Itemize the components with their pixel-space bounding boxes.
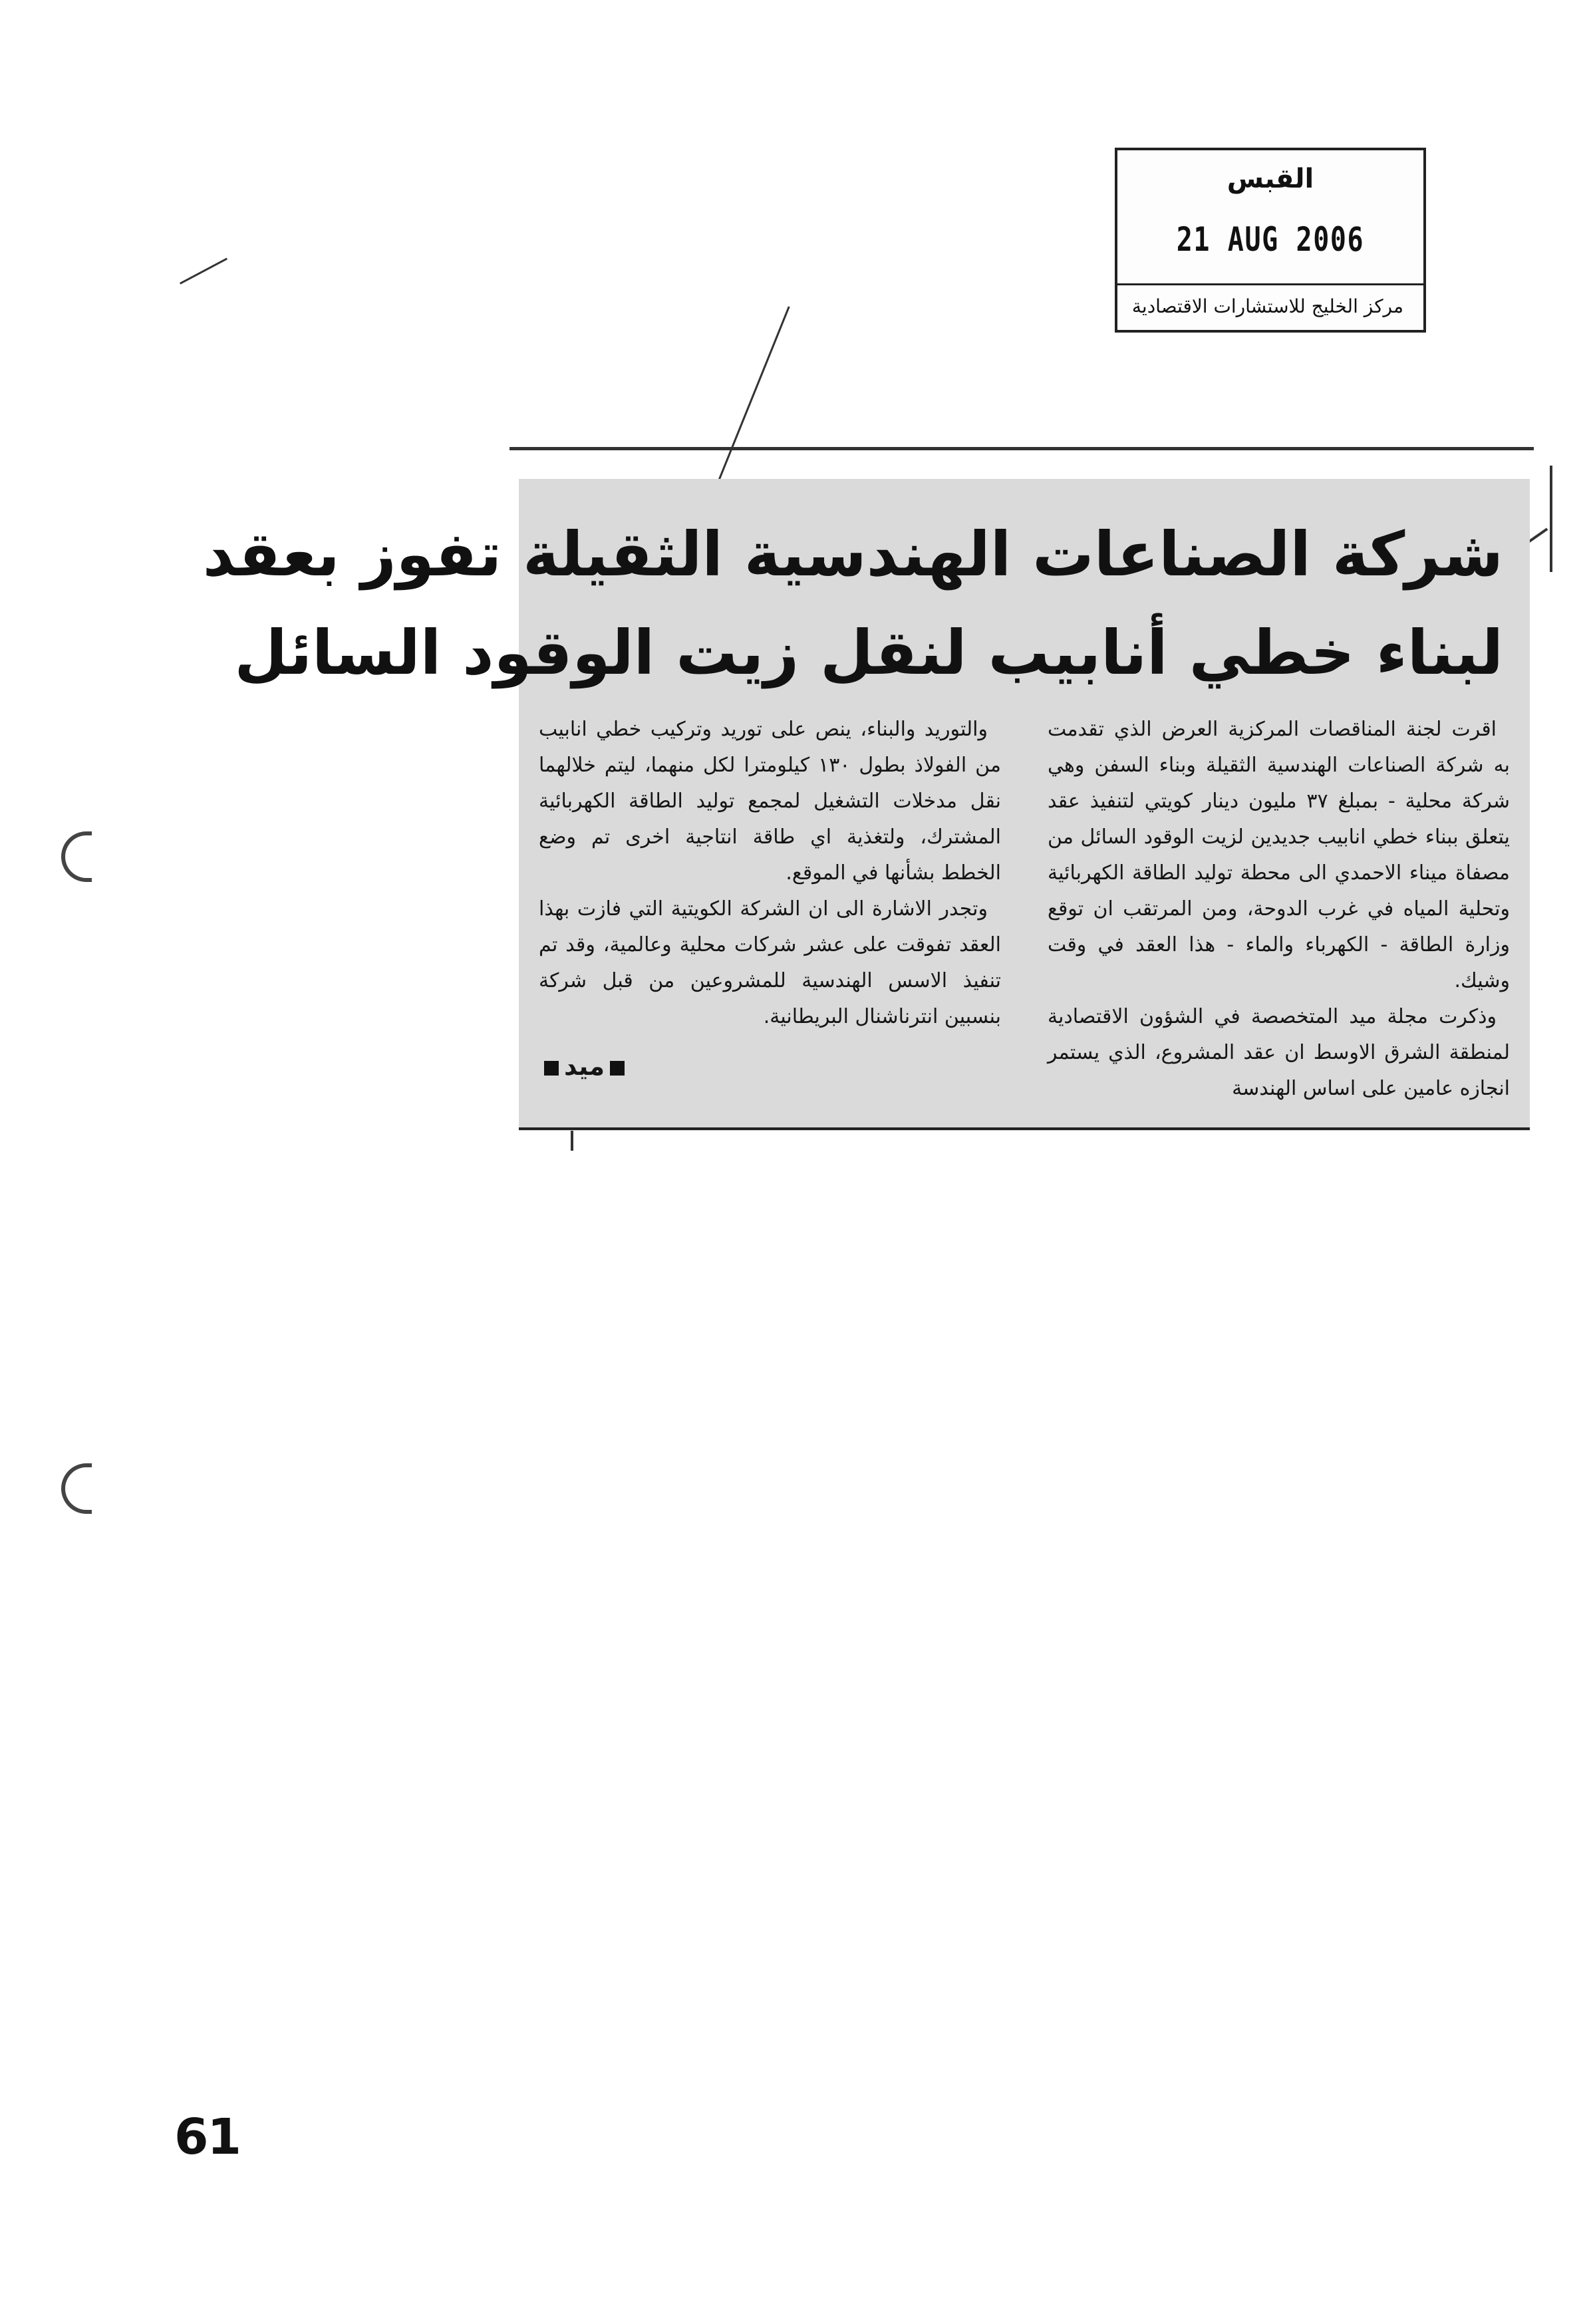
binder-hole-mark (61, 831, 92, 882)
pen-mark-right-check (1550, 466, 1552, 572)
binder-hole-mark (61, 1463, 92, 1514)
article-body (539, 712, 1510, 1107)
paragraph: وذكرت مجلة ميد المتخصصة في الشؤون الاقتصادية لمنطقة الشرق الاوسط ان عقد المشروع، الذي يستمر انجازه عامين على اساس الهندسة (1048, 1005, 1510, 1100)
signature-text: ميد (564, 1052, 605, 1081)
date-stamp (1115, 148, 1426, 333)
pen-mark-diagonal (718, 306, 790, 480)
newspaper-clipping (202, 479, 1530, 1131)
square-bullet-icon (544, 1061, 559, 1076)
page-number: 61 (174, 2108, 240, 2166)
article-column-right (1048, 712, 1510, 1107)
paragraph: والتوريد والبناء، ينص على توريد وتركيب خطي انابيب من الفولاذ بطول ١٣٠ كيلومترا لكل منهما، ليتم خلالهما نقل مدخلات التشغيل لمجمع توليد الطاقة الكهربائية المشترك، ولتغذية اي طاقة انتاجية اخرى تم وضع الخطط بشأنها في الموقع. (539, 718, 1001, 885)
paragraph: وتجدر الاشارة الى ان الشركة الكويتية التي فازت بهذا العقد تفوقت على عشر شركات محلية وعالمية، وقد تم تنفيذ الاسس الهندسية للمشروعين من قبل شركة بنسبين انترناشنال البريطانية. (539, 897, 1001, 1028)
clipping-top-rule (509, 447, 1534, 450)
headline-line-2: لبناء خطي أنابيب لنقل زيت الوقود السائل (234, 617, 1503, 688)
article-column-left (539, 712, 1001, 1107)
square-bullet-icon (610, 1061, 625, 1076)
pen-mark-top-left (180, 257, 227, 284)
stamp-divider (1117, 283, 1423, 285)
stamp-caption: مركز الخليج للاستشارات الاقتصادية (1131, 295, 1403, 317)
stamp-date: 21 AUG 2006 (1176, 220, 1365, 259)
clipping-bottom-rule (519, 1127, 1530, 1130)
article-signature (539, 1048, 1001, 1084)
headline-line-1: شركة الصناعات الهندسية الثقيلة تفوز بعقد (202, 519, 1503, 590)
paragraph: اقرت لجنة المناقصات المركزية العرض الذي تقدمت به شركة الصناعات الهندسية الثقيلة وبناء السفن وهي شركة محلية - بمبلغ ٣٧ مليون دينار كويتي لتنفيذ عقد يتعلق ببناء خطي انابيب جديدين لزيت الوقود السائل من مصفاة ميناء الاحمدي الى محطة توليد الطاقة الكهربائية وتحلية المياه في غرب الدوحة، ومن المرتقب ان توقع وزارة الطاقة - الكهرباء والماء - هذا العقد في وقت وشيك. (1048, 718, 1510, 992)
article-headline (202, 506, 1503, 702)
stamp-publication: القبس (1227, 164, 1314, 194)
